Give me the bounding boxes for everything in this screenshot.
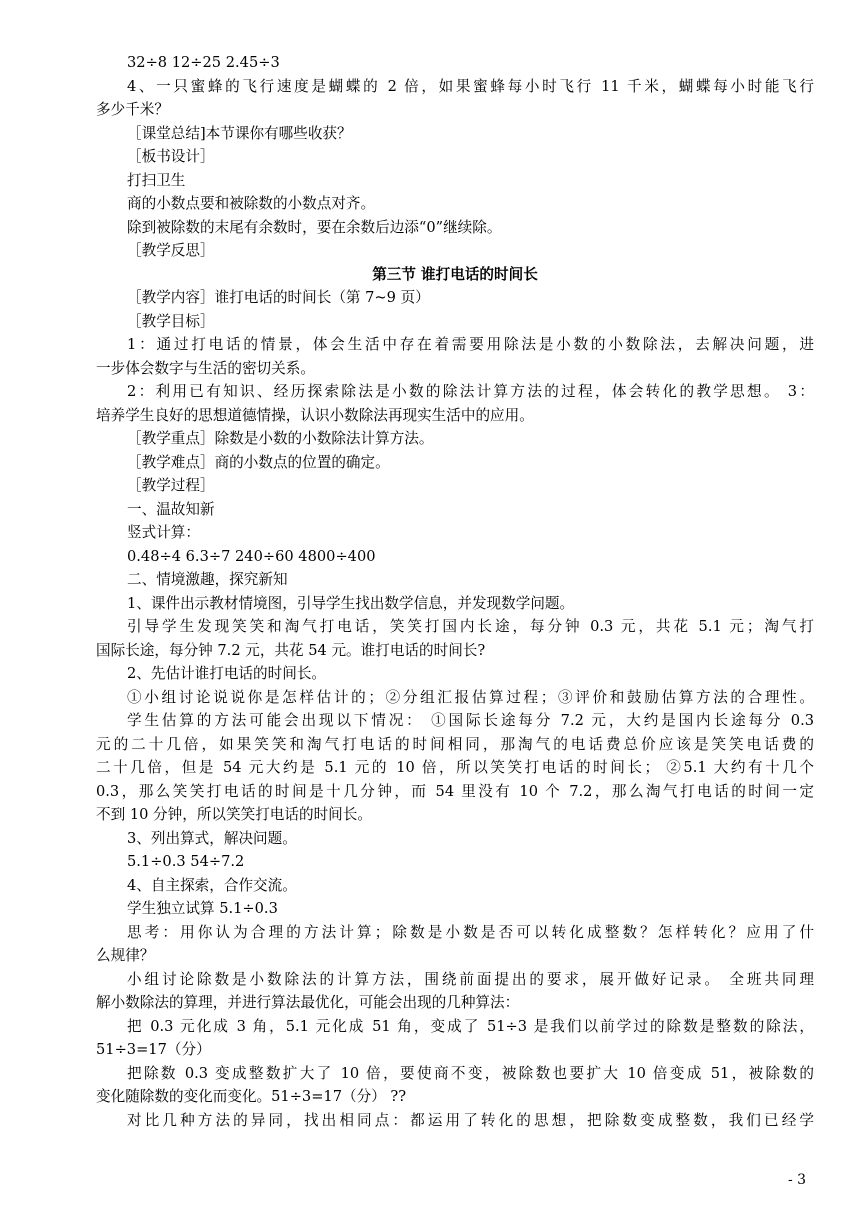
text-line: 2：利用已有知识、经历探索除法是小数的除法计算方法的过程，体会转化的教学思想。 3： [127,383,814,400]
text-line: 0.3，那么笑笑打电话的时间是十几分钟，而 54 里没有 10 个 7.2，那么淘气打电话的时间一定 [96,782,814,800]
text-line: 把 0.3 元化成 3 角，5.1 元化成 51 角，变成了 51÷3 是我们以前学过的除数是整数的除法， [127,1017,814,1035]
text-line: 打扫卫生 [127,171,186,189]
text-line: 多少千米？ [96,101,169,118]
text-line: 1、课件出示教材情境图，引导学生找出数学信息，并发现数学问题。 [127,594,575,612]
text-line: ［教学过程］ [127,477,215,494]
text-line: 2、先估计谁打电话的时间长。 [127,665,327,682]
text-line: 对比几种方法的异同，找出相同点：都运用了转化的思想，把除数变成整数，我们已经学 [127,1111,814,1129]
text-line: ［教学难点］商的小数点的位置的确定。 [127,453,390,471]
text-line: 3、列出算式，解决问题。 [127,829,297,847]
text-line: ［教学重点］除数是小数的小数除法计算方法。 [127,430,434,447]
text-line: 竖式计算： [127,524,200,541]
text-line: ［板书设计］ [127,148,215,165]
text-line: 不到 10 分钟，所以笑笑打电话的时间长。 [96,806,372,823]
text-line: 32÷8 12÷25 2.45÷3 [127,54,280,71]
text-line: 学生估算的方法可能会出现以下情况： ①国际长途每分 7.2 元，大约是国内长途每分 0.3 [127,712,814,729]
text-line: 4、自主探索，合作交流。 [127,876,297,894]
text-line: 一步体会数字与生活的密切关系。 [96,359,315,377]
text-line: 培养学生良好的思想道德情操，认识小数除法再现实生活中的应用。 [96,406,534,424]
text-line: 5.1÷0.3 54÷7.2 [127,853,245,870]
text-line: 把除数 0.3 变成整数扩大了 10 倍，要使商不变，被除数也要扩大 10 倍变成 51，被除数的 [127,1064,814,1082]
page-body [96,51,814,1132]
text-line: 小组讨论除数是小数除法的计算方法，围绕前面提出的要求，展开做好记录。 全班共同理 [127,970,814,988]
text-line: 1：通过打电话的情景，体会生活中存在着需要用除法是小数的小数除法，去解决问题，进 [127,336,814,353]
text-line: 0.48÷4 6.3÷7 240÷60 4800÷400 [127,547,376,565]
text-line: 4、一只蜜蜂的飞行速度是蝴蝶的 2 倍，如果蜜蜂每小时飞行 11 千米，蝴蝶每小时能飞行 [127,77,814,95]
text-line: 学生独立试算 5.1÷0.3 [127,900,278,917]
text-line: 除到被除数的末尾有余数时，要在余数后边添“0”继续除。 [127,218,502,236]
text-line: ［教学目标］ [127,312,215,330]
text-line: 思考：用你认为合理的方法计算；除数是小数是否可以转化成整数？怎样转化？应用了什 [127,923,814,941]
text-line: 一、温故知新 [127,500,215,518]
text-line: 元的二十几倍，如果笑笑和淘气打电话的时间相同，那淘气的电话费总价应该是笑笑电话费的 [96,735,814,753]
text-line: ［教学内容］谁打电话的时间长（第 7~9 页） [127,289,430,306]
text-line: ［教学反思］ [127,242,215,259]
text-line: 商的小数点要和被除数的小数点对齐。 [127,195,376,212]
page-number: - 3 [788,1172,807,1188]
text-line: 51÷3=17（分） [96,1041,211,1058]
text-line: 解小数除法的算理，并进行算法最优化，可能会出现的几种算法： [96,994,520,1011]
text-line: ①小组讨论说说你是怎样估计的；②分组汇报估算过程；③评价和鼓励估算方法的合理性。 [127,688,814,706]
text-line: 二、情境激趣，探究新知 [127,571,288,588]
text-line: 引导学生发现笑笑和淘气打电话，笑笑打国内长途，每分钟 0.3 元，共花 5.1 元；淘气打 [127,618,814,635]
section-title: 第三节 谁打电话的时间长 [372,265,538,283]
text-line: 变化随除数的变化而变化。51÷3=17（分） ?? [96,1088,407,1105]
text-line: 国际长途，每分钟 7.2 元，共花 54 元。谁打电话的时间长? [96,641,486,659]
text-line: 二十几倍，但是 54 元大约是 5.1 元的 10 倍，所以笑笑打电话的时间长； ②5.1 大约有十几个 [96,759,814,776]
text-line: ［课堂总结]本节课你有哪些收获？ [127,124,352,142]
text-line: 么规律？ [96,947,155,964]
